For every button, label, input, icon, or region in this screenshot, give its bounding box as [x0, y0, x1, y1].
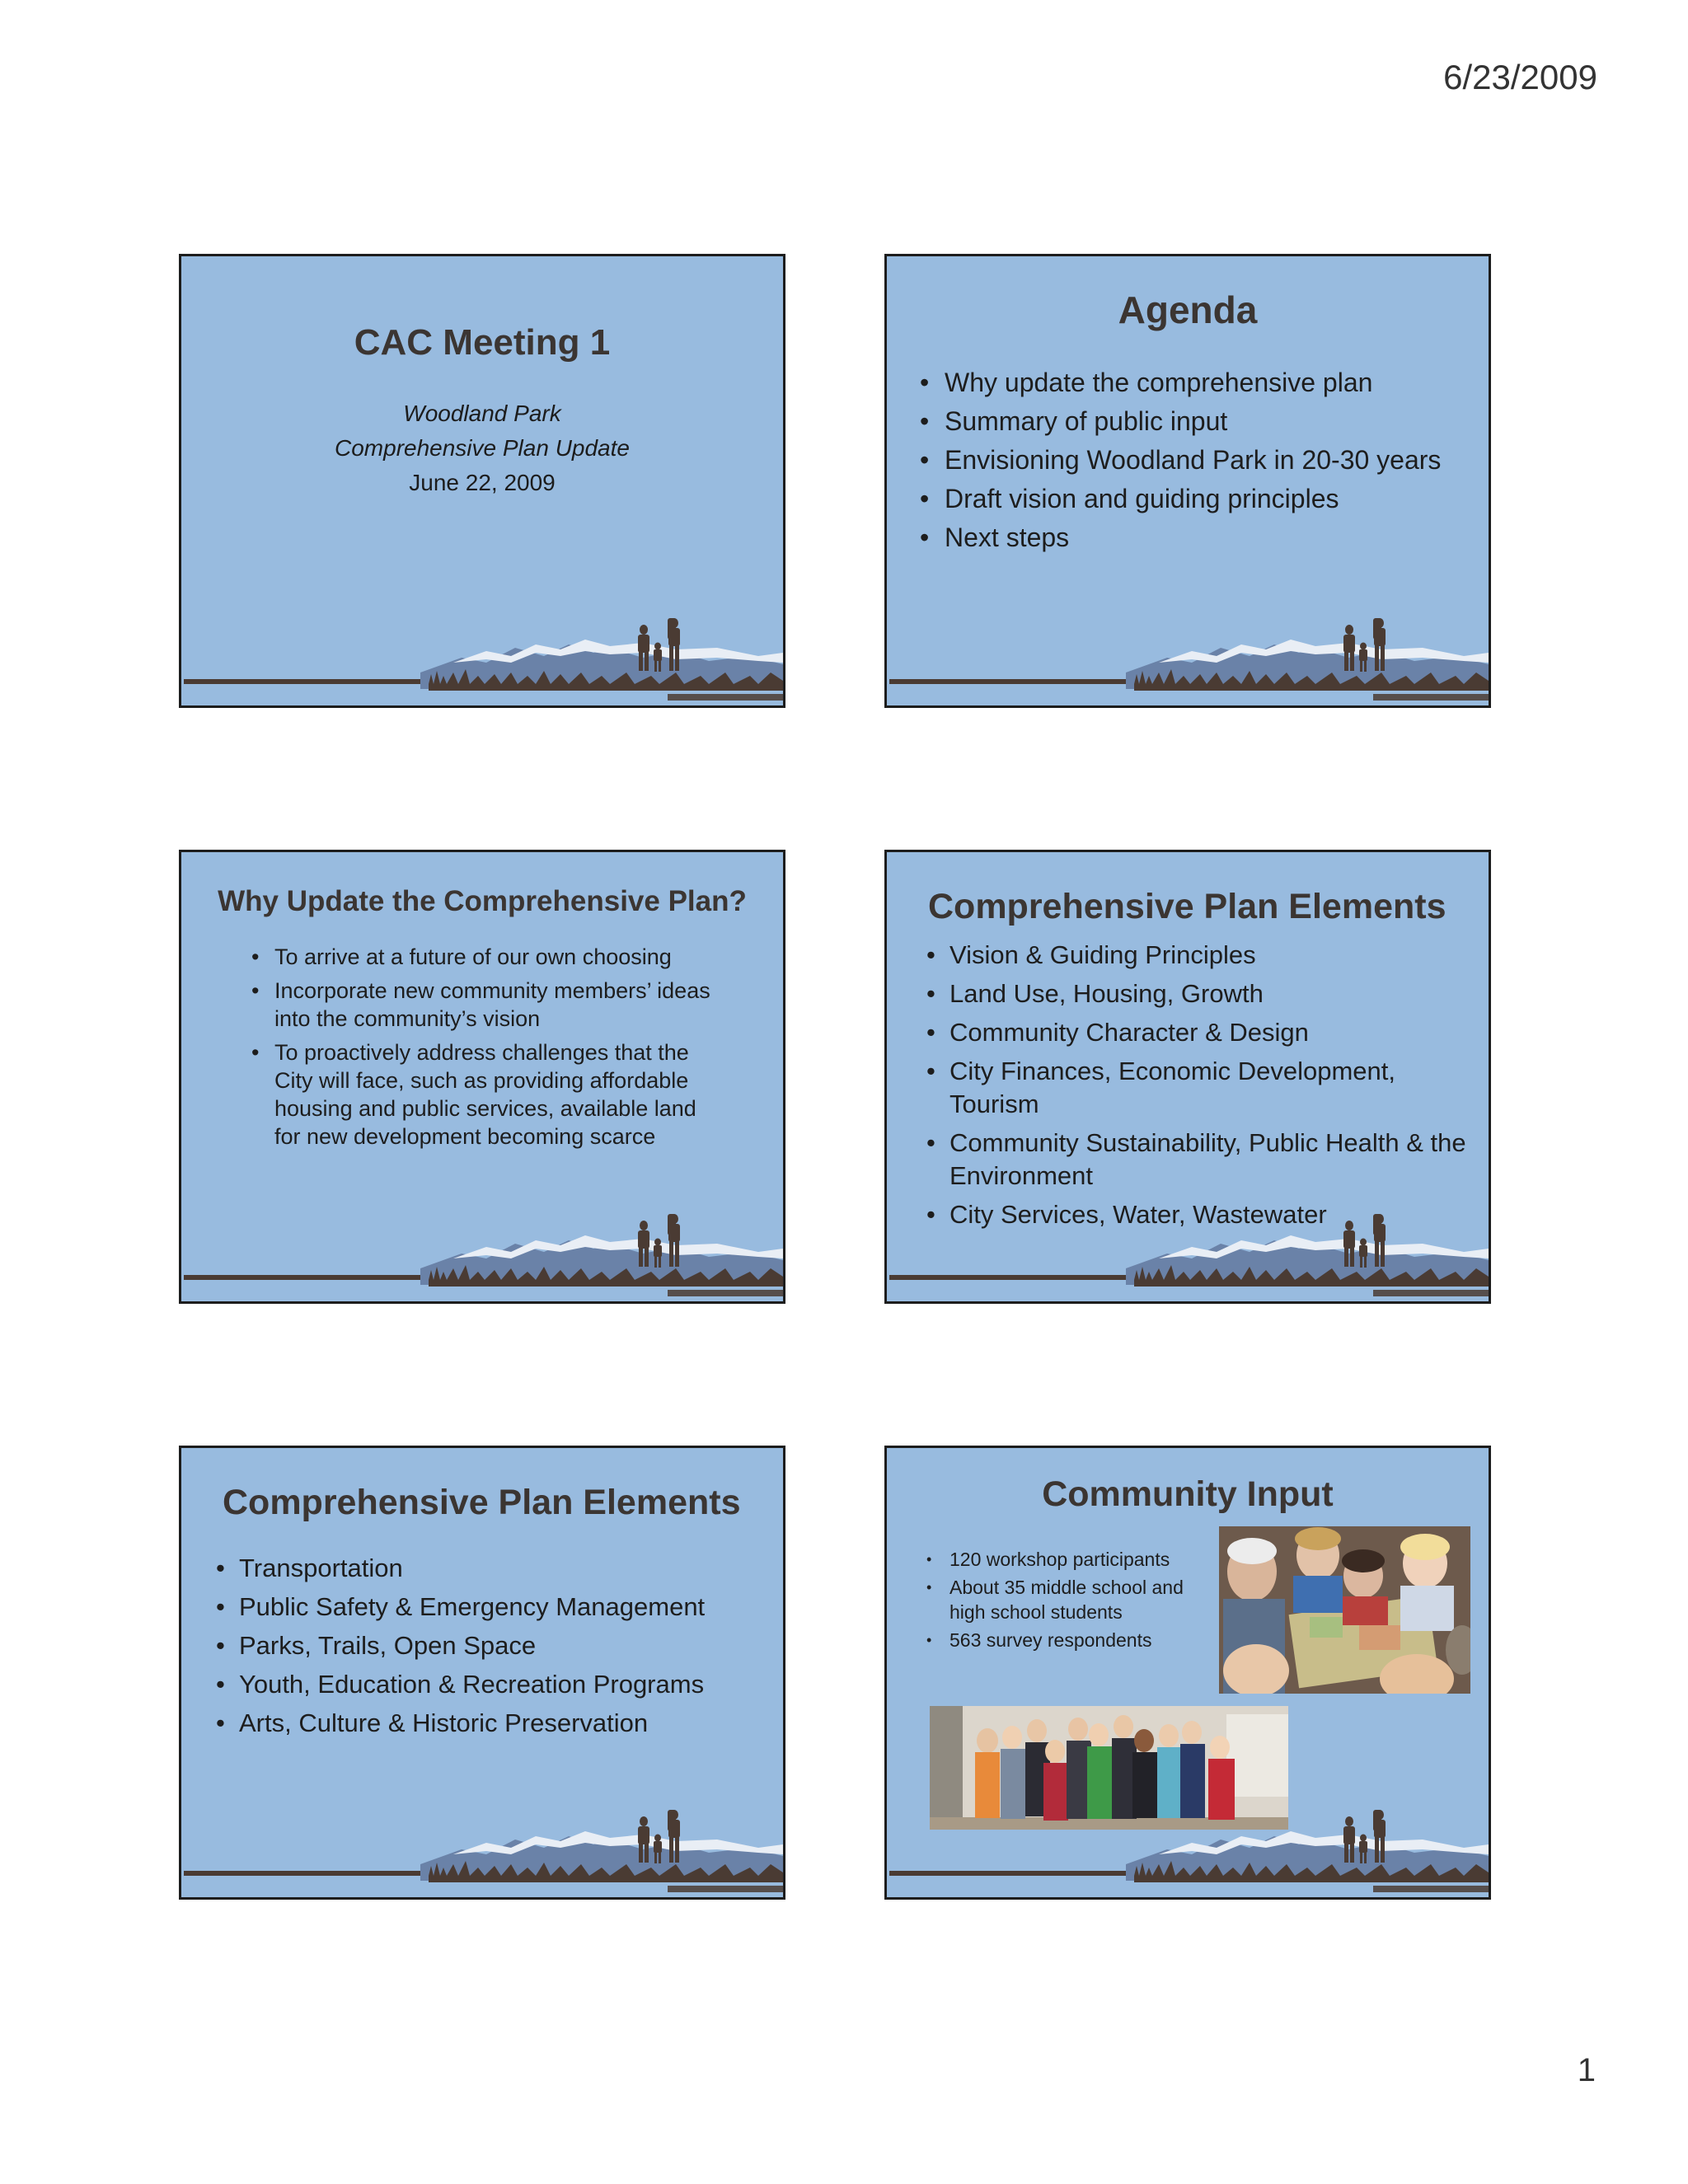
slide-title: Comprehensive Plan Elements [223, 1483, 741, 1522]
list-item: • Envisioning Woodland Park in 20-30 years [920, 441, 1480, 480]
list-item: • Community Sustainability, Public Health & the Environment [926, 1127, 1470, 1193]
mountain-footer-graphic [887, 615, 1489, 705]
workshop-photo [1219, 1526, 1470, 1694]
bullet-list [926, 939, 1470, 1237]
slide-cac-meeting [179, 254, 785, 708]
page-date: 6/23/2009 [1443, 58, 1597, 96]
list-item: • Community Character & Design [926, 1016, 1470, 1049]
list-item: • City Services, Water, Wastewater [926, 1198, 1470, 1231]
list-item: • 563 survey respondents [926, 1628, 1215, 1652]
slide-why-update [179, 850, 785, 1304]
subtitle-line-1: Woodland Park [403, 401, 561, 426]
list-item: • Vision & Guiding Principles [926, 939, 1470, 972]
mountain-footer-graphic [887, 1807, 1489, 1897]
list-item: • About 35 middle school and high school students [926, 1575, 1215, 1624]
list-item: • Arts, Culture & Historic Preservation [216, 1704, 760, 1742]
list-item: • Why update the comprehensive plan [920, 363, 1480, 402]
list-item: • To arrive at a future of our own choosing [251, 943, 713, 971]
page-number: 1 [1577, 2052, 1596, 2088]
mountain-footer-graphic [181, 1211, 783, 1301]
subtitle-date: June 22, 2009 [409, 470, 556, 495]
slide-plan-elements-2 [179, 1446, 785, 1900]
list-item: • Parks, Trails, Open Space [216, 1626, 760, 1665]
list-item: • Summary of public input [920, 402, 1480, 441]
mountain-footer-graphic [181, 615, 783, 705]
list-item: • To proactively address challenges that the City will face, such as providing affordable housing and public services, available land for new development becoming scarce [251, 1038, 713, 1151]
slide-plan-elements-1 [884, 850, 1491, 1304]
list-item: • City Finances, Economic Development, Tourism [926, 1055, 1470, 1121]
slide-title: Community Input [1042, 1474, 1334, 1514]
list-item: • Next steps [920, 518, 1480, 557]
slide-community-input [884, 1446, 1491, 1900]
bullet-list [920, 363, 1480, 557]
list-item: • Youth, Education & Recreation Programs [216, 1665, 760, 1704]
list-item: • 120 workshop participants [926, 1547, 1215, 1572]
list-item: • Incorporate new community members’ ideas into the community’s vision [251, 977, 713, 1033]
list-item: • Land Use, Housing, Growth [926, 977, 1470, 1010]
slide-agenda [884, 254, 1491, 708]
list-item: • Transportation [216, 1549, 760, 1587]
slide-title: Why Update the Comprehensive Plan? [218, 885, 747, 917]
slide-subtitle [181, 396, 783, 500]
mountain-footer-graphic [181, 1807, 783, 1897]
bullet-list [926, 1547, 1215, 1656]
slide-title: Agenda [1118, 288, 1258, 331]
mountain-footer-graphic [887, 1211, 1489, 1301]
slide-title: CAC Meeting 1 [354, 322, 611, 363]
list-item: • Draft vision and guiding principles [920, 480, 1480, 518]
bullet-list [251, 943, 713, 1156]
subtitle-line-2: Comprehensive Plan Update [335, 435, 630, 461]
slide-title: Comprehensive Plan Elements [928, 887, 1447, 926]
list-item: • Public Safety & Emergency Management [216, 1587, 760, 1626]
bullet-list [216, 1549, 760, 1742]
